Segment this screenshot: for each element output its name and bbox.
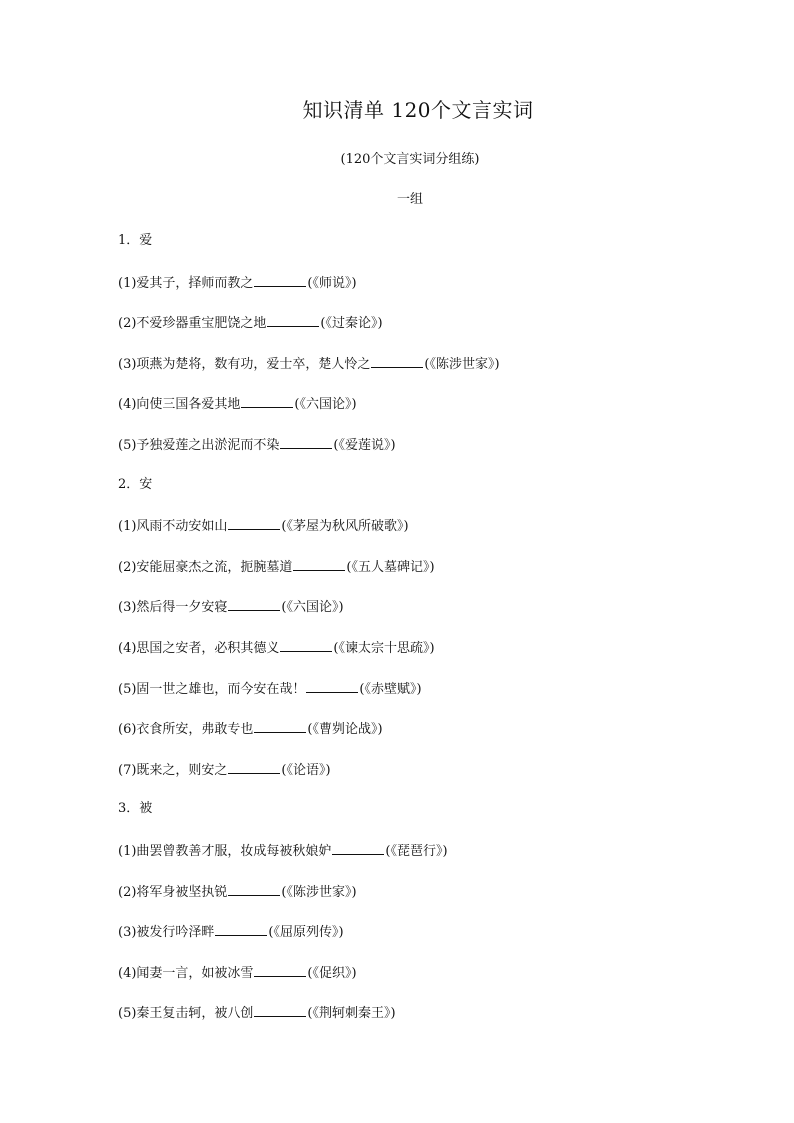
answer-blank[interactable] (215, 921, 267, 936)
exercise-source: (《谏太宗十思疏》) (333, 640, 435, 656)
exercise-text: (4)向使三国各爱其地 (118, 397, 241, 413)
group-title: 一组 (396, 192, 423, 207)
exercise-item (118, 637, 758, 678)
exercise-source: (《过秦论》) (320, 316, 383, 332)
exercise-item (118, 759, 758, 800)
exercise-text: (7)既来之，则安之 (118, 762, 228, 778)
exercise-source: (《促织》) (307, 965, 357, 981)
exercise-item (118, 312, 758, 353)
answer-blank[interactable] (254, 962, 306, 977)
exercise-text: (3)被发行吟泽畔 (118, 925, 215, 941)
exercise-source: (《琵琶行》) (385, 843, 448, 859)
section-heading: 3．被 (118, 801, 153, 817)
exercise-source: (《论语》) (281, 762, 331, 778)
exercise-text: (1)风雨不动安如山 (118, 519, 228, 535)
exercise-item (118, 1002, 758, 1043)
exercise-text: (6)衣食所安，弗敢专也 (118, 722, 254, 738)
exercise-text: (4)思国之安者，必积其德义 (118, 640, 280, 656)
exercise-text: (2)不爱珍器重宝肥饶之地 (118, 316, 267, 332)
exercise-text: (5)固一世之雄也，而今安在哉！ (118, 681, 306, 697)
exercise-source: (《六国论》) (294, 397, 357, 413)
answer-blank[interactable] (254, 718, 306, 733)
answer-blank[interactable] (306, 678, 358, 693)
section-heading: 2．安 (118, 476, 153, 492)
exercise-text: (5)秦王复击轲，被八创 (118, 1006, 254, 1022)
exercise-text: (2)安能屈豪杰之流，扼腕墓道 (118, 559, 293, 575)
exercise-source: (《师说》) (307, 275, 357, 291)
exercise-item (118, 840, 758, 881)
answer-blank[interactable] (371, 353, 423, 368)
exercise-source: (《六国论》) (281, 600, 344, 616)
exercise-item (118, 718, 758, 759)
exercise-item (118, 393, 758, 434)
exercise-text: (3)项燕为楚将，数有功，爱士卒，楚人怜之 (118, 356, 371, 372)
exercise-item (118, 921, 758, 962)
answer-blank[interactable] (228, 881, 280, 896)
section-heading: 1．爱 (118, 233, 153, 248)
exercise-source: (《荆轲刺秦王》) (307, 1006, 396, 1022)
answer-blank[interactable] (228, 759, 280, 774)
answer-blank[interactable] (254, 1002, 306, 1017)
exercise-text: (5)予独爱莲之出淤泥而不染 (118, 437, 280, 453)
exercise-item (118, 515, 758, 556)
exercise-source: (《陈涉世家》) (424, 356, 500, 372)
answer-blank[interactable] (332, 840, 384, 855)
exercise-source: (《陈涉世家》) (281, 884, 357, 900)
exercise-item (118, 556, 758, 597)
exercise-item (118, 678, 758, 719)
answer-blank[interactable] (241, 393, 293, 408)
exercise-item (118, 353, 758, 394)
exercise-source: (《赤壁赋》) (359, 681, 422, 697)
exercise-text: (3)然后得一夕安寝 (118, 600, 228, 616)
page-subtitle: (120个文言实词分组练) (340, 152, 480, 167)
answer-blank[interactable] (267, 312, 319, 327)
exercise-item (118, 272, 758, 313)
exercise-source: (《五人墓碑记》) (346, 559, 435, 575)
exercise-source: (《爱莲说》) (333, 437, 396, 453)
answer-blank[interactable] (280, 434, 332, 449)
answer-blank[interactable] (293, 556, 345, 571)
answer-blank[interactable] (228, 596, 280, 611)
exercise-text: (2)将军身被坚执锐 (118, 884, 228, 900)
answer-blank[interactable] (228, 515, 280, 530)
exercise-item (118, 596, 758, 637)
exercise-source: (《茅屋为秋风所破歌》) (281, 519, 409, 535)
answer-blank[interactable] (254, 272, 306, 287)
exercise-item (118, 962, 758, 1003)
exercise-item (118, 881, 758, 922)
exercise-item (118, 434, 758, 475)
exercise-source: (《曹刿论战》) (307, 722, 383, 738)
exercise-text: (1)曲罢曾教善才服，妆成每被秋娘妒 (118, 843, 332, 859)
answer-blank[interactable] (280, 637, 332, 652)
exercise-text: (1)爱其子，择师而教之 (118, 275, 254, 291)
exercise-source: (《屈原列传》) (268, 925, 344, 941)
exercise-list (118, 231, 758, 1043)
exercise-text: (4)闻妻一言，如被冰雪 (118, 965, 254, 981)
page-title: 知识清单 120个文言实词 (302, 98, 534, 122)
